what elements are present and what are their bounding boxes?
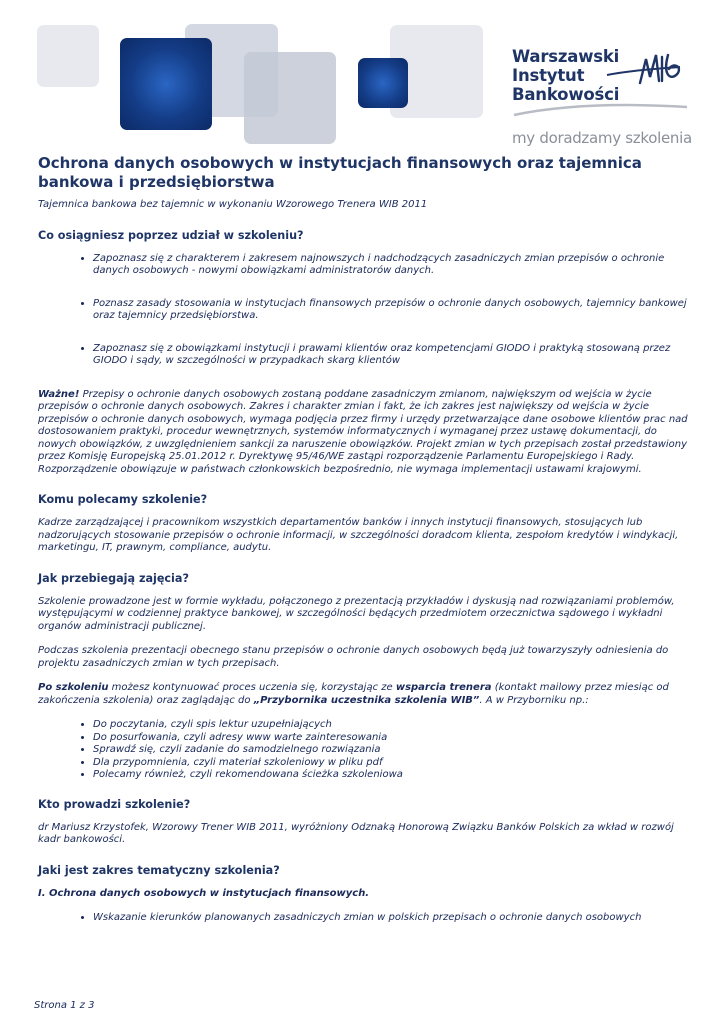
wib-signature-icon bbox=[512, 47, 692, 122]
wib-logo bbox=[512, 47, 692, 104]
section-heading-audience: Komu polecamy szkolenie? bbox=[38, 493, 208, 506]
trainer-text: dr Mariusz Krzystofek, Wzorowy Trener WIB 2011, wyróżniony Odznaką Honorową Związku Banków Polskich za wkład w rozwój kadr bankowości. bbox=[38, 821, 674, 845]
text-run: (kontakt mailowy przez miesiąc od zakończenia szkolenia) oraz zaglądając do bbox=[38, 682, 669, 706]
section-heading-format: Jak przebiegają zajęcia? bbox=[38, 571, 189, 585]
decor-square-blue bbox=[358, 58, 408, 108]
emphasis: Po szkoleniu bbox=[38, 682, 109, 693]
goals-list bbox=[38, 253, 688, 368]
emphasis: wsparcia trenera bbox=[395, 682, 492, 693]
list-item: • Do posurfowania, czyli adresy www warte zainteresowania bbox=[93, 732, 688, 745]
format-paragraph-1: Szkolenie prowadzone jest w formie wykładu, połączonego z prezentacją przykładów i dyskusją nad rozwiązaniami problemów, występującymi w codziennej praktyce bankowej, w szczególności będących przedmiotem orzecznictwa sądowego i wykładni organów administracji publicznej. bbox=[38, 595, 675, 632]
text-run: możesz kontynuować proces uczenia się, korzystając ze bbox=[108, 682, 396, 693]
emphasis: „Przybornika uczestnika szkolenia WIB” bbox=[253, 694, 480, 706]
logo-line-3: Bankowości bbox=[512, 85, 620, 104]
list-item: • Sprawdź się, czyli zadanie do samodzielnego rozwiązania bbox=[93, 744, 688, 757]
important-note bbox=[38, 389, 688, 477]
scope-list bbox=[38, 912, 688, 925]
tagline: my doradzamy szkolenia bbox=[512, 129, 692, 147]
logo-line-1: Warszawski bbox=[512, 47, 620, 66]
section-heading-scope: Jaki jest zakres tematyczny szkolenia? bbox=[38, 863, 280, 877]
section-heading-goals: Co osiągniesz poprzez udział w szkoleniu? bbox=[38, 228, 304, 242]
text-run: . A w Przyborniku np.: bbox=[479, 694, 589, 706]
list-item: • Zapoznasz się z charakterem i zakresem najnowszych i nadchodzących zasadniczych zmian przepisów o ochronie danych osobowych - nowymi obowiązkami administratorów danych. bbox=[93, 253, 688, 278]
important-label: Ważne! bbox=[38, 388, 80, 400]
decor-square-blue bbox=[120, 38, 212, 130]
list-item: • Polecamy również, czyli rekomendowana ścieżka szkoleniowa bbox=[93, 769, 688, 782]
important-text: Przepisy o ochronie danych osobowych zostaną poddane zasadniczym zmianom, największym od wejścia w życie przepisów o ochronie danych osobowych. Zakres i charakter zmian i fakt, że ich zakres jest największy od wejścia w życie przepisów o ochronie danych osobowych, wymaga podjęcia przez firmy i urzędy przetwarzające dane osobowe klientów prac nad dostosowaniem praktyki, procedur wewnętrznych, systemów informatycznych i wymaganej przez ustawę dokumentacji, do nowych obowiązków, z uwzględnieniem sankcji za naruszenie obowiązków. Projekt zmian w tych przepisach został przedstawiony przez Komisję Europejską 25.01.2012 r. Dyrektywę 95/46/WE zastąpi rozporządzenie Parlamentu Europejskiego i Rady. Rozporządzenie obowiązuje w państwach członkowskich bezpośrednio, nie wymaga implementacji ustawami krajowymi. bbox=[38, 388, 688, 475]
list-item: • Wskazanie kierunków planowanych zasadniczych zmian w polskich przepisach o ochronie danych osobowych bbox=[93, 912, 688, 925]
list-item: • Zapoznasz się z obowiązkami instytucji i prawami klientów oraz kompetencjami GIODO i praktyką stosowaną przez GIODO i sądy, w szczególności w przypadkach skarg klientów bbox=[93, 343, 688, 368]
format-paragraph-2: Podczas szkolenia prezentacji obecnego stanu przepisów o ochronie danych osobowych będą już towarzyszyły odniesienia do projektu zasadniczych zmian w tych przepisach. bbox=[38, 645, 669, 669]
decor-square-grey bbox=[37, 25, 99, 87]
document-body bbox=[38, 199, 688, 925]
audience-text: Kadrze zarządzającej i pracownikom wszystkich departamentów banków i innych instytucji finansowych, stosujących lub nadzorujących stosowanie przepisów o ochronie informacji, w szczególności doradcom klienta, zespołom kredytów i windykacji, marketingu, IT, prawnym, compliance, audytu. bbox=[38, 517, 679, 553]
page-number: Strona 1 z 3 bbox=[34, 1000, 95, 1011]
list-item: • Poznasz zasady stosowania w instytucjach finansowych przepisów o ochronie danych osobowych, tajemnicy bankowej oraz tajemnicy przedsiębiorstwa. bbox=[93, 298, 688, 323]
decor-square-grey bbox=[244, 52, 336, 144]
subtitle: Tajemnica bankowa bez tajemnic w wykonaniu Wzorowego Trenera WIB 2011 bbox=[38, 199, 428, 210]
section-heading-trainer: Kto prowadzi szkolenie? bbox=[38, 797, 191, 811]
scope-subheading: I. Ochrona danych osobowych w instytucjach finansowych. bbox=[38, 887, 370, 899]
logo-line-2: Instytut bbox=[512, 66, 585, 85]
format-paragraph-3 bbox=[38, 682, 688, 707]
page-title: Ochrona danych osobowych w instytucjach finansowych oraz tajemnica bankowa i przedsiębiorstwa bbox=[38, 154, 642, 191]
list-item: • Dla przypomnienia, czyli materiał szkoleniowy w pliku pdf bbox=[93, 757, 688, 770]
toolbox-list bbox=[38, 719, 688, 782]
list-item: • Do poczytania, czyli spis lektur uzupełniających bbox=[93, 719, 688, 732]
